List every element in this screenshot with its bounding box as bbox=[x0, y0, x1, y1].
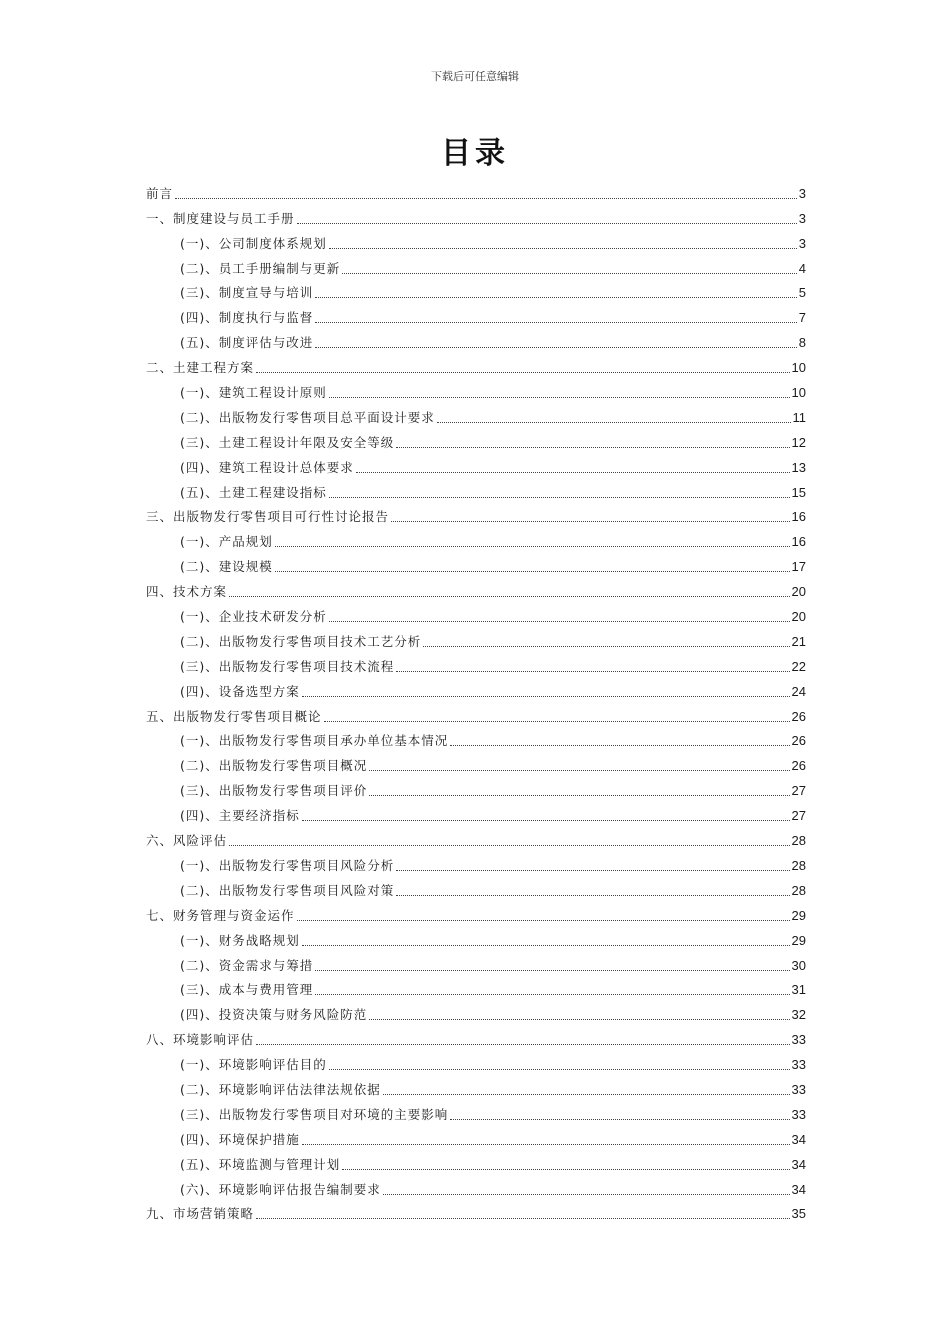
toc-entry-label: (二)、员工手册编制与更新 bbox=[180, 260, 341, 276]
toc-entry-page: 27 bbox=[791, 808, 806, 824]
toc-entry-page: 3 bbox=[798, 235, 806, 251]
toc-entry-page: 34 bbox=[791, 1181, 806, 1197]
toc-dot-leader bbox=[356, 471, 790, 473]
toc-entry-page: 16 bbox=[791, 509, 806, 525]
toc-entry[interactable] bbox=[146, 525, 806, 550]
toc-entry[interactable] bbox=[146, 252, 806, 277]
toc-entry[interactable] bbox=[146, 301, 806, 326]
toc-dot-leader bbox=[450, 744, 789, 746]
toc-dot-leader bbox=[302, 819, 790, 821]
toc-title: 目录 bbox=[441, 136, 509, 171]
toc-entry-label: 前言 bbox=[146, 185, 174, 201]
toc-entry-label: 二、土建工程方案 bbox=[146, 360, 255, 376]
toc-dot-leader bbox=[175, 197, 797, 199]
toc-entry-page: 26 bbox=[791, 708, 806, 724]
toc-dot-leader bbox=[396, 670, 789, 672]
toc-dot-leader bbox=[383, 1193, 790, 1195]
toc-entry-label: (三)、出版物发行零售项目对环境的主要影响 bbox=[180, 1106, 449, 1122]
toc-entry-page: 30 bbox=[791, 957, 806, 973]
toc-entry-label: (三)、成本与费用管理 bbox=[180, 982, 314, 998]
toc-dot-leader bbox=[329, 620, 790, 622]
toc-dot-leader bbox=[315, 321, 797, 323]
toc-entry-page: 3 bbox=[798, 185, 806, 201]
toc-entry[interactable] bbox=[146, 1023, 806, 1048]
toc-entry[interactable] bbox=[146, 874, 806, 899]
toc-dot-leader bbox=[256, 1217, 790, 1219]
toc-entry-page: 26 bbox=[791, 758, 806, 774]
toc-entry-page: 33 bbox=[791, 1106, 806, 1122]
toc-entry[interactable] bbox=[146, 1123, 806, 1148]
toc-entry[interactable] bbox=[146, 227, 806, 252]
toc-entry[interactable] bbox=[146, 177, 806, 202]
toc-entry-label: (二)、环境影响评估法律法规依据 bbox=[180, 1081, 381, 1097]
toc-entry-page: 16 bbox=[791, 534, 806, 550]
toc-entry[interactable] bbox=[146, 501, 806, 526]
table-of-contents bbox=[146, 177, 806, 1222]
toc-entry-label: (六)、环境影响评估报告编制要求 bbox=[180, 1181, 381, 1197]
toc-entry[interactable] bbox=[146, 700, 806, 725]
toc-dot-leader bbox=[315, 969, 789, 971]
toc-dot-leader bbox=[369, 769, 789, 771]
toc-dot-leader bbox=[297, 919, 790, 921]
toc-entry-label: (二)、资金需求与筹措 bbox=[180, 957, 314, 973]
toc-entry-label: (一)、环境影响评估目的 bbox=[180, 1057, 327, 1073]
toc-entry-label: (一)、财务战略规划 bbox=[180, 932, 300, 948]
toc-entry-label: (五)、土建工程建设指标 bbox=[180, 484, 327, 500]
toc-entry-page: 28 bbox=[791, 857, 806, 873]
toc-entry-page: 15 bbox=[791, 484, 806, 500]
toc-entry-label: (四)、主要经济指标 bbox=[180, 808, 300, 824]
toc-entry[interactable] bbox=[146, 774, 806, 799]
toc-entry[interactable] bbox=[146, 650, 806, 675]
toc-dot-leader bbox=[329, 396, 790, 398]
toc-entry[interactable] bbox=[146, 998, 806, 1023]
toc-entry-label: (二)、出版物发行零售项目概况 bbox=[180, 758, 368, 774]
toc-dot-leader bbox=[391, 520, 790, 522]
toc-dot-leader bbox=[315, 296, 797, 298]
toc-dot-leader bbox=[423, 645, 789, 647]
toc-entry[interactable] bbox=[146, 849, 806, 874]
toc-entry-label: (四)、环境保护措施 bbox=[180, 1131, 300, 1147]
toc-entry-label: (二)、出版物发行零售项目技术工艺分析 bbox=[180, 633, 422, 649]
toc-entry-label: 三、出版物发行零售项目可行性讨论报告 bbox=[146, 509, 390, 525]
toc-entry-page: 28 bbox=[791, 882, 806, 898]
toc-dot-leader bbox=[396, 446, 789, 448]
toc-entry[interactable] bbox=[146, 1098, 806, 1123]
toc-entry[interactable] bbox=[146, 1048, 806, 1073]
toc-dot-leader bbox=[329, 496, 790, 498]
toc-entry[interactable] bbox=[146, 326, 806, 351]
toc-entry[interactable] bbox=[146, 1073, 806, 1098]
toc-entry[interactable] bbox=[146, 1173, 806, 1198]
toc-entry-page: 17 bbox=[791, 559, 806, 575]
toc-entry-label: (一)、公司制度体系规划 bbox=[180, 235, 327, 251]
toc-entry-label: (三)、出版物发行零售项目评价 bbox=[180, 783, 368, 799]
toc-entry-page: 11 bbox=[792, 409, 806, 425]
toc-entry-label: (五)、制度评估与改进 bbox=[180, 335, 314, 351]
toc-entry-label: (三)、制度宣导与培训 bbox=[180, 285, 314, 301]
toc-entry[interactable] bbox=[146, 1148, 806, 1173]
toc-dot-leader bbox=[229, 595, 790, 597]
toc-entry[interactable] bbox=[146, 600, 806, 625]
toc-dot-leader bbox=[329, 1068, 790, 1070]
toc-entry[interactable] bbox=[146, 749, 806, 774]
toc-dot-leader bbox=[256, 1043, 790, 1045]
toc-entry-page: 20 bbox=[791, 584, 806, 600]
toc-entry[interactable] bbox=[146, 426, 806, 451]
toc-entry-page: 33 bbox=[791, 1081, 806, 1097]
toc-entry-page: 35 bbox=[791, 1206, 806, 1222]
toc-dot-leader bbox=[450, 1118, 789, 1120]
toc-entry[interactable] bbox=[146, 899, 806, 924]
toc-dot-leader bbox=[256, 371, 790, 373]
toc-entry-label: (二)、出版物发行零售项目总平面设计要求 bbox=[180, 409, 435, 425]
toc-dot-leader bbox=[369, 1018, 789, 1020]
toc-entry-page: 29 bbox=[791, 907, 806, 923]
toc-entry-page: 4 bbox=[798, 260, 806, 276]
toc-entry[interactable] bbox=[146, 202, 806, 227]
toc-entry-page: 10 bbox=[791, 385, 806, 401]
toc-entry-page: 27 bbox=[791, 783, 806, 799]
toc-entry-page: 33 bbox=[791, 1032, 806, 1048]
toc-dot-leader bbox=[297, 222, 797, 224]
toc-entry-label: (二)、出版物发行零售项目风险对策 bbox=[180, 882, 395, 898]
toc-entry-label: (一)、产品规划 bbox=[180, 534, 273, 550]
toc-entry[interactable] bbox=[146, 974, 806, 999]
toc-entry-label: (四)、建筑工程设计总体要求 bbox=[180, 459, 354, 475]
toc-entry-label: 四、技术方案 bbox=[146, 584, 228, 600]
toc-dot-leader bbox=[383, 1093, 790, 1095]
toc-dot-leader bbox=[369, 794, 789, 796]
toc-entry-label: (一)、出版物发行零售项目承办单位基本情况 bbox=[180, 733, 449, 749]
toc-dot-leader bbox=[302, 1143, 790, 1145]
toc-dot-leader bbox=[324, 720, 790, 722]
toc-entry[interactable] bbox=[146, 725, 806, 750]
toc-entry-page: 10 bbox=[791, 360, 806, 376]
toc-entry-label: 一、制度建设与员工手册 bbox=[146, 210, 295, 226]
toc-entry-label: (四)、设备选型方案 bbox=[180, 683, 300, 699]
toc-entry[interactable] bbox=[146, 924, 806, 949]
toc-entry-page: 5 bbox=[798, 285, 806, 301]
toc-entry[interactable] bbox=[146, 824, 806, 849]
toc-entry-page: 7 bbox=[798, 310, 806, 326]
toc-entry[interactable] bbox=[146, 1198, 806, 1223]
toc-entry-page: 22 bbox=[791, 658, 806, 674]
toc-dot-leader bbox=[329, 247, 797, 249]
toc-entry-label: (二)、建设规模 bbox=[180, 559, 273, 575]
toc-entry-label: (四)、投资决策与财务风险防范 bbox=[180, 1007, 368, 1023]
toc-entry-page: 28 bbox=[791, 833, 806, 849]
toc-entry-page: 32 bbox=[791, 1007, 806, 1023]
toc-dot-leader bbox=[342, 1168, 789, 1170]
toc-entry[interactable] bbox=[146, 949, 806, 974]
toc-entry-page: 29 bbox=[791, 932, 806, 948]
toc-entry-page: 34 bbox=[791, 1156, 806, 1172]
header-note: 下载后可任意编辑 bbox=[431, 70, 519, 83]
toc-entry-page: 13 bbox=[791, 459, 806, 475]
toc-dot-leader bbox=[229, 844, 790, 846]
toc-entry-page: 33 bbox=[791, 1057, 806, 1073]
toc-entry[interactable] bbox=[146, 351, 806, 376]
toc-dot-leader bbox=[275, 545, 790, 547]
toc-entry-label: 七、财务管理与资金运作 bbox=[146, 907, 295, 923]
toc-dot-leader bbox=[342, 272, 797, 274]
toc-entry[interactable] bbox=[146, 476, 806, 501]
toc-entry-label: (一)、出版物发行零售项目风险分析 bbox=[180, 857, 395, 873]
toc-entry-page: 3 bbox=[798, 210, 806, 226]
toc-entry-page: 31 bbox=[791, 982, 806, 998]
toc-entry-label: (一)、企业技术研发分析 bbox=[180, 609, 327, 625]
toc-dot-leader bbox=[315, 993, 789, 995]
toc-entry-page: 34 bbox=[791, 1131, 806, 1147]
toc-dot-leader bbox=[302, 695, 790, 697]
toc-entry-label: 九、市场营销策略 bbox=[146, 1206, 255, 1222]
toc-dot-leader bbox=[315, 346, 797, 348]
toc-entry[interactable] bbox=[146, 277, 806, 302]
toc-entry-label: 五、出版物发行零售项目概论 bbox=[146, 708, 322, 724]
toc-dot-leader bbox=[437, 421, 791, 423]
toc-entry-label: (三)、出版物发行零售项目技术流程 bbox=[180, 658, 395, 674]
toc-entry[interactable] bbox=[146, 376, 806, 401]
toc-entry-label: (三)、土建工程设计年限及安全等级 bbox=[180, 434, 395, 450]
toc-entry[interactable] bbox=[146, 625, 806, 650]
toc-entry[interactable] bbox=[146, 799, 806, 824]
toc-entry[interactable] bbox=[146, 675, 806, 700]
toc-dot-leader bbox=[396, 869, 789, 871]
toc-entry[interactable] bbox=[146, 451, 806, 476]
toc-entry-page: 24 bbox=[791, 683, 806, 699]
toc-entry-page: 21 bbox=[791, 633, 806, 649]
toc-entry-label: 八、环境影响评估 bbox=[146, 1032, 255, 1048]
toc-dot-leader bbox=[275, 570, 790, 572]
toc-entry-label: (四)、制度执行与监督 bbox=[180, 310, 314, 326]
toc-entry-page: 8 bbox=[798, 335, 806, 351]
toc-entry-page: 26 bbox=[791, 733, 806, 749]
toc-dot-leader bbox=[396, 894, 789, 896]
toc-entry-page: 12 bbox=[791, 434, 806, 450]
toc-entry[interactable] bbox=[146, 401, 806, 426]
toc-dot-leader bbox=[302, 944, 790, 946]
toc-entry-label: (一)、建筑工程设计原则 bbox=[180, 385, 327, 401]
toc-entry[interactable] bbox=[146, 550, 806, 575]
toc-entry-label: (五)、环境监测与管理计划 bbox=[180, 1156, 341, 1172]
toc-entry[interactable] bbox=[146, 575, 806, 600]
toc-entry-page: 20 bbox=[791, 609, 806, 625]
toc-entry-label: 六、风险评估 bbox=[146, 833, 228, 849]
